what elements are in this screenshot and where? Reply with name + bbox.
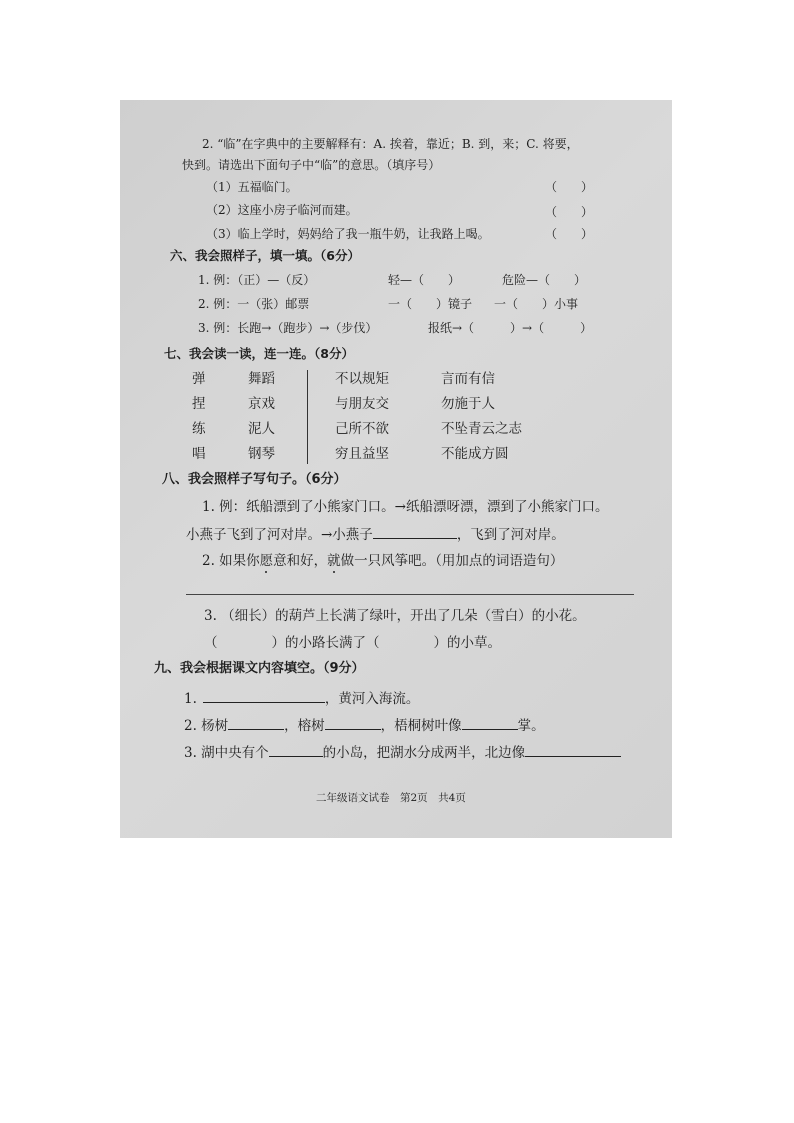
s7-col3-item: 不以规矩 xyxy=(335,371,389,387)
s7-col2-item: 京戏 xyxy=(248,396,275,412)
s7-col4-item: 勿施于人 xyxy=(441,396,495,412)
s9-line-2 xyxy=(184,716,545,735)
s8-line-3-c: 做一只风筝吧。（用加点的词语造句） xyxy=(340,553,564,569)
q2-line1: 2. “临”在字典中的主要解释有：A. 挨着，靠近；B. 到，来；C. 将要， xyxy=(202,137,579,151)
q2-item-3: （3）临上学时，妈妈给了我一瓶牛奶，让我路上喝。 xyxy=(206,227,490,241)
q2-item-1: （1）五福临门。 xyxy=(206,180,298,194)
exam-page xyxy=(120,100,672,838)
s7-col2-item: 泥人 xyxy=(248,421,275,437)
s7-col4-item: 言而有信 xyxy=(441,371,495,387)
answer-blank[interactable] xyxy=(325,716,381,730)
dotted-char: 就 xyxy=(327,553,341,569)
section-8-title: 八、我会照样子写句子。（6分） xyxy=(162,472,347,487)
answer-blank[interactable] xyxy=(525,743,621,757)
s8-line-2 xyxy=(186,525,565,544)
section-6-title: 六、我会照样子，填一填。（6分） xyxy=(170,248,360,263)
s7-col3-item: 穷且益坚 xyxy=(335,446,389,462)
s7-col1-item: 唱 xyxy=(192,446,206,462)
s8-line-3-a: 2. 如果你 xyxy=(202,553,260,569)
s7-col3-item: 与朋友交 xyxy=(335,396,389,412)
s7-col2-item: 钢琴 xyxy=(248,446,275,462)
s9-line-2-d: 掌。 xyxy=(517,718,545,734)
s7-col3-item: 己所不欲 xyxy=(335,421,389,437)
answer-blank[interactable] xyxy=(228,716,284,730)
page-footer: 二年级语文试卷 第2页 共4页 xyxy=(316,792,466,804)
q2-blank-3: （ ） xyxy=(545,227,594,241)
s9-line-2-a: 2. 杨树 xyxy=(184,718,229,734)
column-divider xyxy=(307,370,308,464)
q2-line2: 快到。请选出下面句子中“临”的意思。（填序号） xyxy=(182,158,441,172)
answer-blank[interactable] xyxy=(203,689,325,703)
s7-col2-item: 舞蹈 xyxy=(248,371,275,387)
s7-col1-item: 弹 xyxy=(192,371,206,387)
s8-line-2-b: ，飞到了河对岸。 xyxy=(456,527,565,543)
q2-blank-1: （ ） xyxy=(545,180,594,194)
s6-row3-b: 报纸→（ ）→（ ） xyxy=(428,321,593,335)
s7-col1-item: 练 xyxy=(192,421,206,437)
s6-row1-example: 1. 例：（正）—（反） xyxy=(198,273,316,287)
s9-line-3-a: 3. 湖中央有个 xyxy=(184,745,269,761)
answer-blank[interactable] xyxy=(373,525,457,539)
s8-line-2-a: 小燕子飞到了河对岸。→小燕子 xyxy=(186,527,373,543)
s6-row2-b: 一（ ）镜子 xyxy=(388,297,473,311)
s8-line-3 xyxy=(202,552,563,570)
s9-line-3 xyxy=(184,743,621,762)
s6-row2-c: 一（ ）小事 xyxy=(494,297,579,311)
answer-blank[interactable] xyxy=(462,716,518,730)
s7-col1-item: 捏 xyxy=(192,396,206,412)
s9-line-2-c: ，梧桐树叶像 xyxy=(380,718,462,734)
s9-line-2-b: ，榕树 xyxy=(284,718,325,734)
s6-row1-c: 危险—（ ） xyxy=(502,273,587,287)
s9-line-1-a: 1. xyxy=(184,691,197,707)
s9-line-1 xyxy=(184,689,419,708)
s8-line-3-b: 意和好， xyxy=(273,553,328,569)
dotted-char: 愿 xyxy=(259,553,274,569)
s8-line-4: 3. （细长）的葫芦上长满了绿叶，开出了几朵（雪白）的小花。 xyxy=(204,608,586,624)
answer-blank[interactable] xyxy=(269,743,323,757)
section-7-title: 七、我会读一读，连一连。（8分） xyxy=(164,346,354,361)
s7-col4-item: 不能成方圆 xyxy=(441,446,509,462)
section-9-title: 九、我会根据课文内容填空。（9分） xyxy=(154,661,365,676)
s7-col4-item: 不坠青云之志 xyxy=(441,421,522,437)
s6-row2-example: 2. 例：一（张）邮票 xyxy=(198,297,310,311)
q2-blank-2: （ ） xyxy=(545,205,594,219)
s9-line-3-b: 的小岛，把湖水分成两半，北边像 xyxy=(322,745,526,761)
s6-row3-example: 3. 例：长跑→（跑步）→（步伐） xyxy=(198,321,378,335)
s8-example-1: 1. 例：纸船漂到了小熊家门口。→纸船漂呀漂，漂到了小熊家门口。 xyxy=(202,499,609,515)
s9-line-1-b: ，黄河入海流。 xyxy=(324,691,420,707)
q2-item-2: （2）这座小房子临河而建。 xyxy=(206,203,358,217)
s8-line-5: （ ）的小路长满了（ ）的小草。 xyxy=(204,635,501,651)
s6-row1-b: 轻—（ ） xyxy=(388,273,461,287)
answer-line[interactable] xyxy=(186,594,634,595)
